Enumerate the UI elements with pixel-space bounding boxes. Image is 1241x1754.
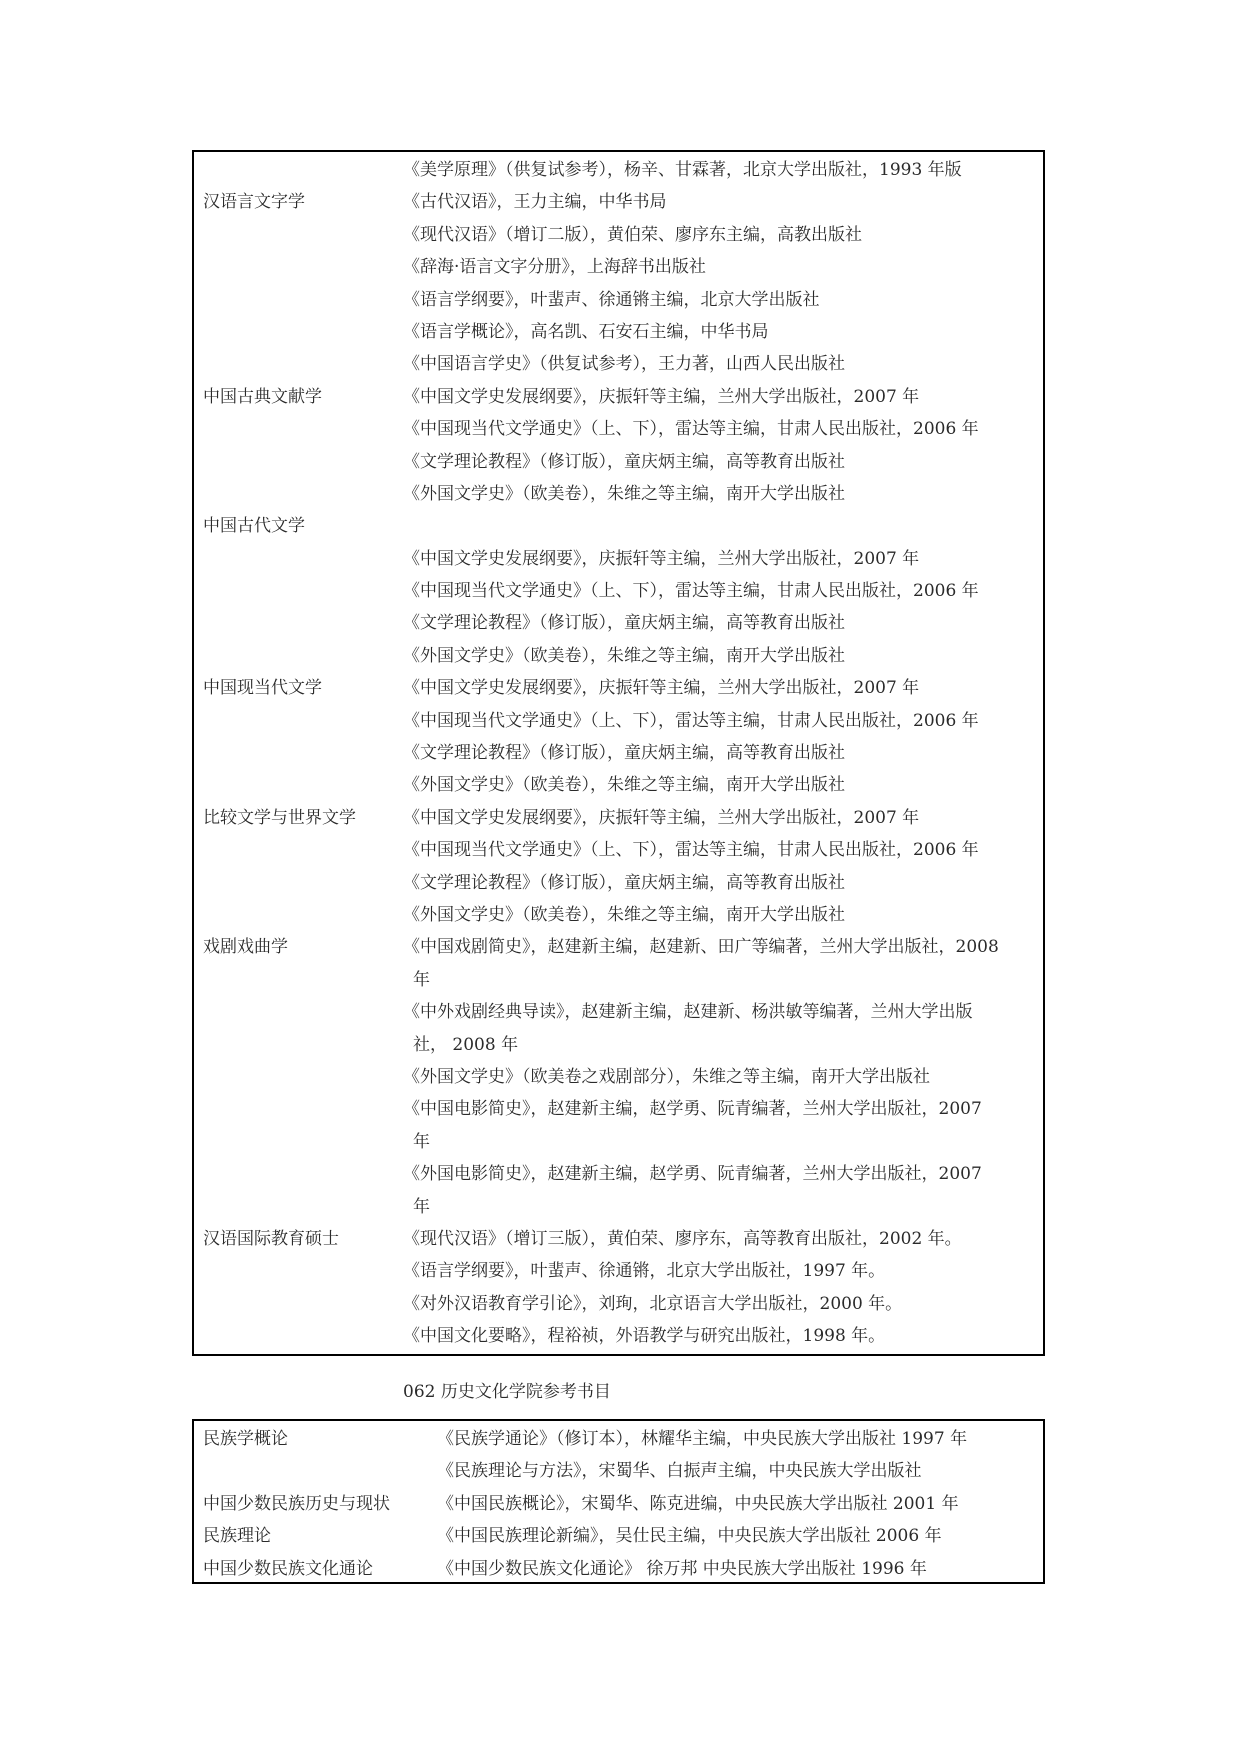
subject-name <box>203 672 322 704</box>
subject-name <box>203 186 305 218</box>
reference-item: 《外国文学史》（欧美卷之戏剧部分），朱维之等主编，南开大学出版社 <box>403 1066 930 1087</box>
reference-item: 《现代汉语》（增订三版），黄伯荣、廖序东，高等教育出版社，2002 年。 <box>403 1228 962 1249</box>
reference-item: 《外国文学史》（欧美卷），朱维之等主编，南开大学出版社 <box>403 904 845 925</box>
subject-name <box>203 1520 271 1552</box>
subject-name <box>203 1553 373 1585</box>
table-row <box>194 510 1043 542</box>
table-row <box>194 802 1043 932</box>
subject-label: 中国古典文献学 <box>203 386 322 407</box>
reference-list <box>403 672 979 802</box>
reference-item: 《语言学纲要》，叶蜚声、徐通锵，北京大学出版社，1997 年。 <box>403 1261 886 1282</box>
reference-list <box>403 931 999 1223</box>
subject-label: 中国少数民族历史与现状 <box>203 1493 390 1514</box>
reference-list <box>437 1520 942 1552</box>
reference-item: 《民族理论与方法》，宋蜀华、白振声主编，中央民族大学出版社 <box>437 1461 922 1482</box>
reference-item: 《古代汉语》，王力主编，中华书局 <box>403 192 667 213</box>
table-row <box>194 154 1043 186</box>
reference-item: 《中国文学史发展纲要》，庆振轩等主编，兰州大学出版社，2007 年 <box>403 678 920 699</box>
reference-item: 《文学理论教程》（修订版），童庆炳主编，高等教育出版社 <box>403 451 845 472</box>
table-row <box>194 931 1043 1223</box>
reference-item: 《中国现当代文学通史》（上、下），雷达等主编，甘肃人民出版社，2006 年 <box>403 710 979 731</box>
reference-list <box>437 1488 959 1520</box>
reference-item: 《中国民族概论》，宋蜀华、陈克进编，中央民族大学出版社 2001 年 <box>437 1493 959 1514</box>
table-row <box>194 543 1043 673</box>
reference-table-history-culture <box>192 1419 1045 1584</box>
reference-item: 《中国现当代文学通史》（上、下），雷达等主编，甘肃人民出版社，2006 年 <box>403 840 979 861</box>
subject-name <box>203 1423 288 1455</box>
reference-list <box>403 186 862 380</box>
table-row <box>194 381 1043 511</box>
subject-name <box>203 381 322 413</box>
table-row <box>194 1520 1043 1552</box>
reference-item: 《中国语言学史》（供复试参考），王力著，山西人民出版社 <box>403 354 845 375</box>
reference-list <box>437 1423 967 1488</box>
table-row <box>194 1553 1043 1585</box>
reference-item: 《外国文学史》（欧美卷），朱维之等主编，南开大学出版社 <box>403 645 845 666</box>
reference-item: 《语言学概论》，高名凯、石安石主编，中华书局 <box>403 321 769 342</box>
table-row <box>194 1488 1043 1520</box>
reference-item: 《中国现当代文学通史》（上、下），雷达等主编，甘肃人民出版社，2006 年 <box>403 581 979 602</box>
reference-item: 社， 2008 年 <box>413 1034 519 1055</box>
reference-item: 《对外汉语教育学引论》，刘珣，北京语言大学出版社，2000 年。 <box>403 1293 903 1314</box>
reference-item: 《中国戏剧简史》，赵建新主编，赵建新、田广等编著，兰州大学出版社，2008 <box>403 937 999 958</box>
subject-name <box>203 1223 339 1255</box>
reference-item: 《中国文学史发展纲要》，庆振轩等主编，兰州大学出版社，2007 年 <box>403 807 920 828</box>
reference-item: 《辞海·语言文字分册》，上海辞书出版社 <box>403 257 706 278</box>
reference-item: 《中国文学史发展纲要》，庆振轩等主编，兰州大学出版社，2007 年 <box>403 548 920 569</box>
subject-label: 民族学概论 <box>203 1429 288 1449</box>
reference-item: 《中国文化要略》，程裕祯，外语教学与研究出版社，1998 年。 <box>403 1326 886 1347</box>
reference-item: 《现代汉语》（增订二版），黄伯荣、廖序东主编，高教出版社 <box>403 224 862 245</box>
table-body <box>194 152 1043 1352</box>
reference-item: 《外国电影简史》，赵建新主编，赵学勇、阮青编著，兰州大学出版社，2007 <box>403 1164 982 1185</box>
reference-item: 《中国文学史发展纲要》，庆振轩等主编，兰州大学出版社，2007 年 <box>403 386 920 407</box>
table-body <box>194 1421 1043 1585</box>
table-row <box>194 186 1043 380</box>
reference-item: 《美学原理》（供复试参考），杨辛、甘霖著，北京大学出版社，1993 年版 <box>403 160 962 180</box>
reference-list <box>403 802 979 932</box>
reference-item: 年 <box>413 1196 430 1217</box>
reference-list <box>403 543 979 673</box>
subject-label: 中国少数民族文化通论 <box>203 1558 373 1579</box>
subject-name <box>203 1488 390 1520</box>
subject-name <box>203 931 288 963</box>
reference-item: 《中外戏剧经典导读》，赵建新主编，赵建新、杨洪敏等编著，兰州大学出版 <box>403 1002 973 1023</box>
reference-list <box>403 381 979 511</box>
subject-label: 比较文学与世界文学 <box>203 807 356 828</box>
table-row <box>194 672 1043 802</box>
reference-item: 《中国电影简史》，赵建新主编，赵学勇、阮青编著，兰州大学出版社，2007 <box>403 1099 982 1120</box>
table-row <box>194 1423 1043 1488</box>
reference-item: 《文学理论教程》（修订版），童庆炳主编，高等教育出版社 <box>403 743 845 764</box>
reference-item: 年 <box>413 969 430 990</box>
subject-label: 戏剧戏曲学 <box>203 937 288 958</box>
subject-label: 中国古代文学 <box>203 516 305 537</box>
reference-list <box>437 1553 927 1585</box>
subject-label: 汉语言文字学 <box>203 192 305 213</box>
reference-item: 《语言学纲要》，叶蜚声、徐通锵主编，北京大学出版社 <box>403 289 820 310</box>
reference-item: 《中国民族理论新编》，吴仕民主编，中央民族大学出版社 2006 年 <box>437 1526 942 1547</box>
table-row <box>194 1223 1043 1353</box>
reference-item: 年 <box>413 1131 430 1152</box>
reference-item: 《外国文学史》（欧美卷），朱维之等主编，南开大学出版社 <box>403 483 845 504</box>
subject-name <box>203 802 356 834</box>
reference-item: 《中国现当代文学通史》（上、下），雷达等主编，甘肃人民出版社，2006 年 <box>403 419 979 440</box>
subject-name <box>203 510 305 542</box>
reference-item: 《文学理论教程》（修订版），童庆炳主编，高等教育出版社 <box>403 613 845 634</box>
reference-list <box>403 1223 962 1353</box>
subject-label: 民族理论 <box>203 1526 271 1547</box>
reference-item: 《文学理论教程》（修订版），童庆炳主编，高等教育出版社 <box>403 872 845 893</box>
reference-table-literature <box>192 150 1045 1356</box>
section-title: 062 历史文化学院参考书目 <box>403 1382 611 1402</box>
reference-item: 《民族学通论》（修订本），林耀华主编，中央民族大学出版社 1997 年 <box>437 1429 968 1449</box>
reference-item: 《外国文学史》（欧美卷），朱维之等主编，南开大学出版社 <box>403 775 845 796</box>
reference-item: 《中国少数民族文化通论》 徐万邦 中央民族大学出版社 1996 年 <box>437 1558 927 1579</box>
reference-list <box>403 154 962 186</box>
subject-label: 汉语国际教育硕士 <box>203 1228 339 1249</box>
subject-label: 中国现当代文学 <box>203 678 322 699</box>
